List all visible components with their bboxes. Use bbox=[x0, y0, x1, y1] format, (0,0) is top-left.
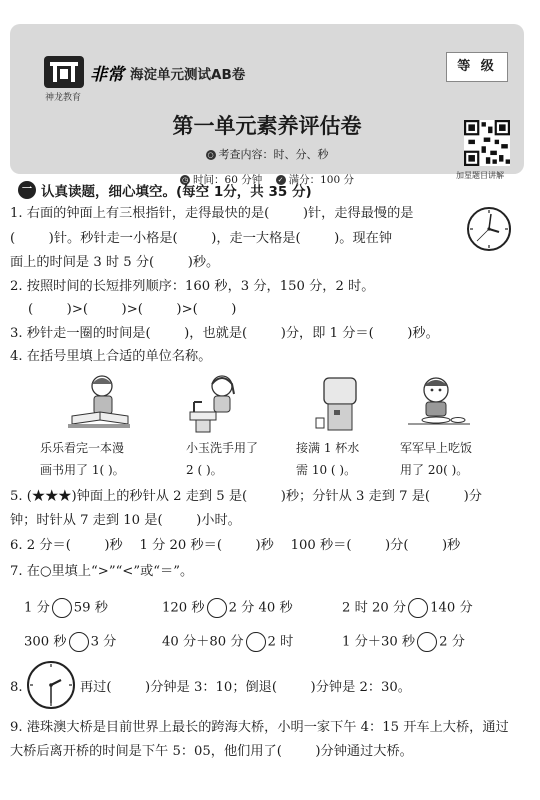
q7-item: 300 秒 3 分 bbox=[24, 632, 116, 653]
q4-caption4-b: 用了 20( )。 bbox=[400, 463, 469, 477]
grade-box: 等 级 bbox=[446, 52, 508, 82]
qr-code-icon[interactable] bbox=[464, 120, 510, 166]
check-icon: ✓ bbox=[276, 175, 286, 185]
compare-circle[interactable] bbox=[52, 598, 72, 618]
q6-line: 6. 2 分＝( )秒 1 分 20 秒＝( )秒 100 秒＝( )分( )秒 bbox=[10, 538, 461, 553]
q7-item: 1 分＋30 秒 2 分 bbox=[342, 632, 465, 653]
q9-line1: 9. 港珠澳大桥是目前世界上最长的跨海大桥，小明一家下午 4：15 开车上大桥，通过 bbox=[10, 720, 509, 735]
q7-item: 120 秒 2 分 40 秒 bbox=[162, 598, 293, 619]
brand-row bbox=[90, 60, 245, 85]
boy-eating-icon bbox=[406, 372, 472, 434]
clock-icon bbox=[26, 660, 76, 710]
brand-name: 海淀单元测试AB卷 bbox=[130, 66, 246, 83]
q1-line2: ( )针。秒针走一小格是( )，走一大格是( )。现在钟 bbox=[10, 231, 393, 246]
q4-caption2-a: 小玉洗手用了 bbox=[186, 441, 259, 455]
q3-line: 3. 秒针走一圈的时间是( )，也就是( )分，即 1 分＝( )秒。 bbox=[10, 326, 439, 341]
page-title: 第一单元素养评估卷 bbox=[172, 114, 362, 138]
header-banner bbox=[10, 24, 524, 186]
q5-line1: 5. (★★★)钟面上的秒针从 2 走到 5 是( )秒；分针从 3 走到 7 是( )分 bbox=[10, 489, 482, 504]
logo-caption: 神龙教育 bbox=[45, 93, 82, 103]
q4-caption3-b: 需 10 ( )。 bbox=[296, 463, 357, 477]
section-number: 一 bbox=[18, 181, 36, 199]
child-reading-icon bbox=[62, 372, 134, 434]
compare-circle[interactable] bbox=[417, 632, 437, 652]
qr-caption: 加星题目讲解 bbox=[456, 171, 504, 180]
brand-script: 非常 bbox=[90, 65, 124, 85]
q8-number: 8. bbox=[10, 680, 23, 695]
q4-caption2-b: 2 ( )。 bbox=[186, 463, 223, 477]
q2-answer-line: ( )>( )>( )>( ) bbox=[28, 302, 237, 317]
q1-line3: 面上的时间是 3 时 5 分( )秒。 bbox=[10, 255, 220, 270]
q2-line1: 2. 按照时间的长短排列顺序：160 秒，3 分，150 分，2 时。 bbox=[10, 279, 375, 294]
q7-item: 1 分 59 秒 bbox=[24, 598, 108, 619]
q4-caption1-b: 画书用了 1( )。 bbox=[40, 463, 125, 477]
score-info: 满分：100 分 bbox=[288, 174, 354, 186]
q9-line2: 大桥后离开桥的时间是下午 5：05，他们用了( )分钟通过大桥。 bbox=[10, 744, 413, 759]
q4-line: 4. 在括号里填上合适的单位名称。 bbox=[10, 349, 212, 364]
water-dispenser-icon bbox=[310, 372, 368, 434]
q7-item: 40 分＋80 分 2 时 bbox=[162, 632, 293, 653]
search-icon: ○ bbox=[207, 151, 214, 159]
section-title: 认真读题，细心填空。(每空 1分，共 35 分) bbox=[41, 184, 312, 200]
clock-icon: ◷ bbox=[181, 176, 189, 184]
clock-icon bbox=[466, 206, 512, 252]
compare-circle[interactable] bbox=[246, 632, 266, 652]
q4-caption1-a: 乐乐看完一本漫 bbox=[40, 441, 125, 455]
publisher-logo-icon bbox=[42, 54, 86, 90]
q4-caption3-a: 接满 1 杯水 bbox=[296, 441, 360, 455]
time-info: 时间：60 分钟 bbox=[193, 174, 263, 186]
section-heading bbox=[18, 180, 312, 200]
q7-item: 2 时 20 分 140 分 bbox=[342, 598, 473, 619]
q4-caption4-a: 军军早上吃饭 bbox=[400, 441, 473, 455]
q1-line1: 1. 右面的钟面上有三根指针，走得最快的是( )针，走得最慢的是 bbox=[10, 206, 414, 221]
q7-line: 7. 在○里填上“>”“<”或“＝”。 bbox=[10, 564, 194, 579]
q8-line: 再过( )分钟是 3：10；倒退( )分钟是 2：30。 bbox=[80, 680, 411, 695]
compare-circle[interactable] bbox=[408, 598, 428, 618]
exam-content: ○ 考查内容：时、分、秒 bbox=[207, 148, 329, 161]
girl-washing-hands-icon bbox=[186, 372, 248, 434]
compare-circle[interactable] bbox=[207, 598, 227, 618]
compare-circle[interactable] bbox=[69, 632, 89, 652]
q5-line2: 钟；时针从 7 走到 10 是( )小时。 bbox=[10, 513, 241, 528]
